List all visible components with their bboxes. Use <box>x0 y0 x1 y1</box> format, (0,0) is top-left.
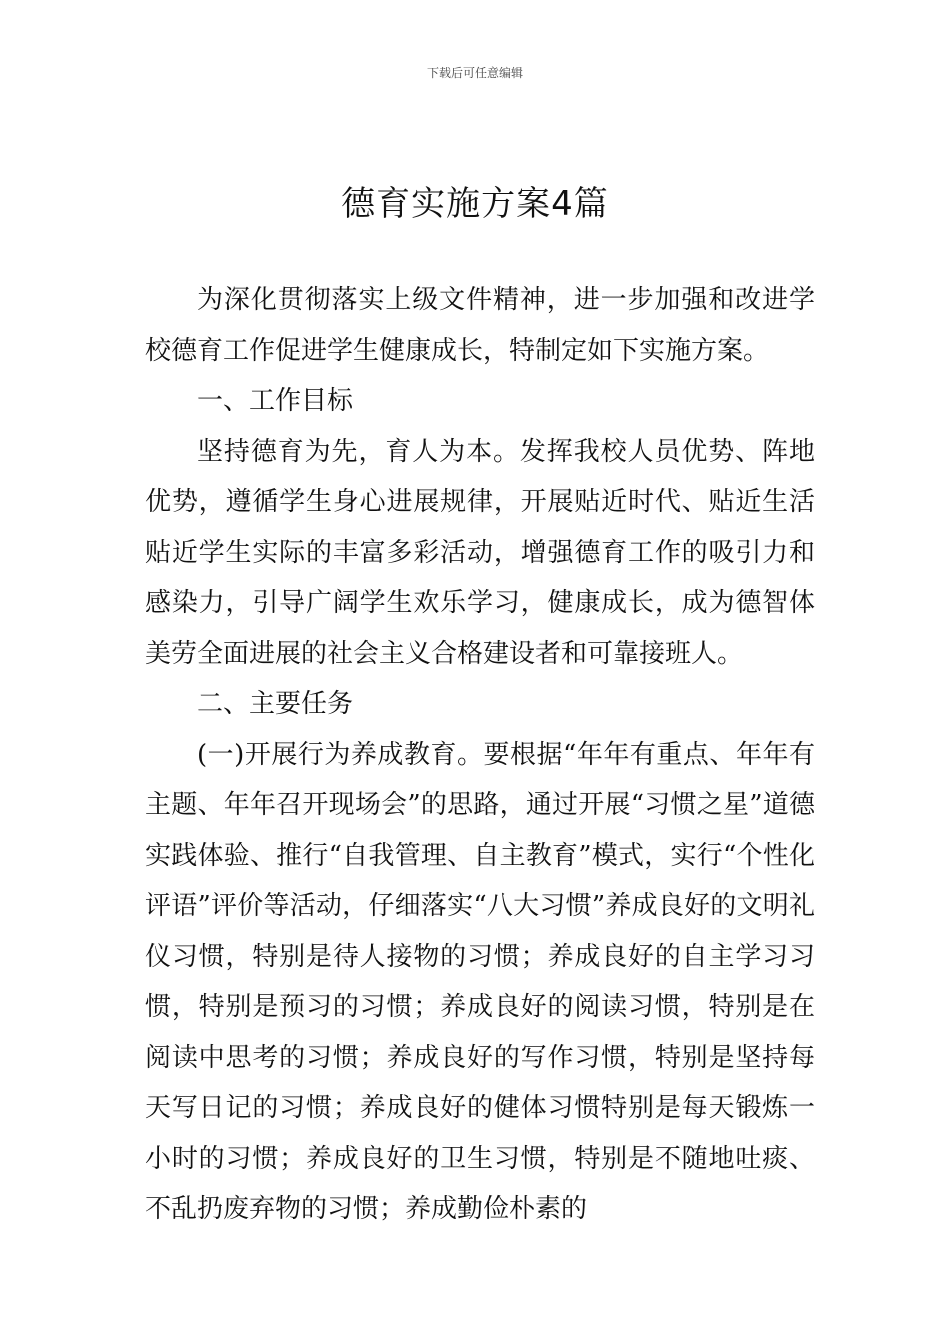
paragraph-goals: 坚持德育为先，育人为本。发挥我校人员优势、阵地优势，遵循学生身心进展规律，开展贴近时代、贴近生活贴近学生实际的丰富多彩活动，增强德育工作的吸引力和感染力，引导广阔学生欢乐学习，健康成长，成为德智体美劳全面进展的社会主义合格建设者和可靠接班人。 <box>145 436 815 669</box>
section-heading-tasks: 二、主要任务 <box>197 689 354 719</box>
document-title: 德育实施方案4篇 <box>341 184 609 224</box>
header-note: 下载后可任意编辑 <box>426 66 523 80</box>
document-body <box>145 275 815 1235</box>
paragraph-behavior-education: (一)开展行为养成教育。要根据“年年有重点、年年有主题、年年召开现场会”的思路，通过开展“习惯之星”道德实践体验、推行“自我管理、自主教育”模式，实行“个性化评语”评价等活动，仔细落实“八大习惯”养成良好的文明礼仪习惯，特别是待人接物的习惯；养成良好的自主学习习惯，特别是预习的习惯；养成良好的阅读习惯，特别是在阅读中思考的习惯；养成良好的写作习惯，特别是坚持每天写日记的习惯；养成良好的健体习惯特别是每天锻炼一小时的习惯；养成良好的卫生习惯，特别是不随地吐痰、不乱扔废弃物的习惯；养成勤俭朴素的 <box>145 739 815 1224</box>
paragraph-intro: 为深化贯彻落实上级文件精神，进一步加强和改进学校德育工作促进学生健康成长，特制定如下实施方案。 <box>145 285 815 366</box>
section-heading-goals: 一、工作目标 <box>197 386 354 416</box>
